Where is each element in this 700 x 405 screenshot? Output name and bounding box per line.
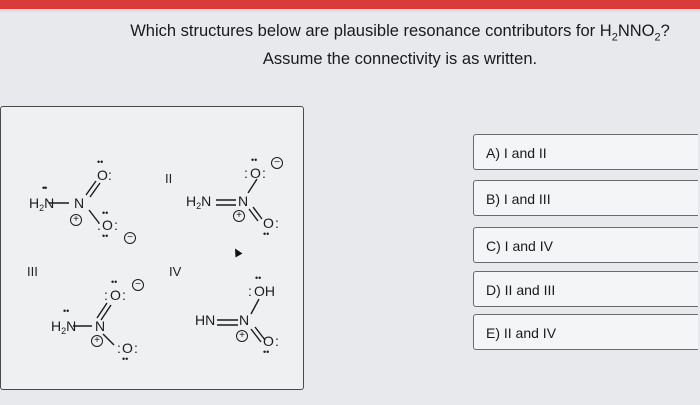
lone-pair: : <box>275 333 279 349</box>
answer-option-a[interactable]: A) I and II <box>473 134 698 170</box>
lone-pair: •• <box>255 273 262 283</box>
question-text <box>120 20 680 70</box>
positive-charge: + <box>233 210 245 222</box>
atom-sub: 2 <box>61 326 67 336</box>
answer-option-c[interactable]: C) I and IV <box>473 227 698 263</box>
negative-charge: − <box>271 157 283 169</box>
bond-line <box>86 181 96 195</box>
structure-label-iii: III <box>27 264 38 279</box>
atom-n: N <box>74 195 85 211</box>
atom-o: O <box>122 340 133 356</box>
positive-charge: + <box>91 335 103 347</box>
atom-sub: 2 <box>39 203 45 213</box>
lone-pair: •• <box>42 183 47 193</box>
lone-pair: •• <box>251 155 258 165</box>
question-text-part: ? <box>660 22 670 40</box>
negative-charge: − <box>124 232 136 244</box>
atom-n: N <box>238 193 249 209</box>
top-bar <box>0 0 700 12</box>
lone-pair: : <box>117 340 121 356</box>
bond-line <box>103 334 114 345</box>
atom-o: O <box>250 165 261 181</box>
lone-pair: : <box>134 340 138 356</box>
structure-label-iv: IV <box>169 264 182 279</box>
question-text-part: Which structures below are plausible resonance contributors for H <box>130 22 612 40</box>
answer-option-b[interactable]: B) I and III <box>473 180 698 216</box>
answer-option-d[interactable]: D) II and III <box>473 271 698 307</box>
question-text-part: NNO <box>617 22 655 40</box>
bond-line <box>97 303 107 318</box>
atom-h2n <box>51 318 76 336</box>
atom-sub: 2 <box>196 201 202 211</box>
structures-panel <box>0 106 304 390</box>
atom-h2n <box>186 193 211 211</box>
bond-line <box>90 183 100 197</box>
question-subscript: 2 <box>611 31 618 44</box>
question-subscript: 2 <box>654 31 661 44</box>
answer-option-e[interactable]: E) II and IV <box>473 314 698 350</box>
atom-o: O <box>263 333 274 349</box>
structure-label-ii: II <box>165 171 173 186</box>
lone-pair: : <box>248 283 252 299</box>
question-line-1 <box>120 20 680 48</box>
bond-line <box>251 329 261 342</box>
atom-n: N <box>66 318 77 334</box>
lone-pair: : <box>108 167 112 183</box>
atom-n: N <box>44 195 55 211</box>
lone-pair: •• <box>63 306 70 316</box>
negative-charge: − <box>132 279 144 291</box>
lone-pair: •• <box>263 347 270 357</box>
lone-pair: : <box>104 287 108 303</box>
atom-o: O <box>263 215 274 231</box>
atom-hn: HN <box>195 312 216 328</box>
lone-pair: : <box>122 287 126 303</box>
atom-o: O <box>102 217 113 233</box>
atom-n: N <box>95 318 106 334</box>
lone-pair: : <box>97 217 101 233</box>
atom-o: O <box>97 167 108 183</box>
lone-pair: •• <box>263 229 270 239</box>
lone-pair: •• <box>102 208 109 218</box>
question-line-2: Assume the connectivity is as written. <box>262 50 538 69</box>
bond-line <box>251 299 259 314</box>
atom-n: N <box>201 193 212 209</box>
atom-h2n <box>29 195 54 213</box>
bond-line <box>248 179 257 193</box>
lone-pair: •• <box>122 354 129 364</box>
positive-charge: + <box>236 330 248 342</box>
atom-n: N <box>239 312 250 328</box>
lone-pair: : <box>262 165 266 181</box>
positive-charge: + <box>70 214 82 226</box>
atom-h: H <box>29 195 40 211</box>
structures-svg <box>1 107 303 389</box>
atom-o: O <box>110 287 121 303</box>
atom-h: H <box>51 318 62 334</box>
atom-oh: OH <box>254 283 275 299</box>
lone-pair: •• <box>102 231 109 241</box>
lone-pair: : <box>114 217 118 233</box>
top-bar-stripe <box>0 9 700 12</box>
lone-pair: •• <box>111 277 118 287</box>
atom-h: H <box>186 193 197 209</box>
lone-pair: : <box>244 165 248 181</box>
lone-pair: •• <box>97 157 104 167</box>
lone-pair: : <box>275 215 279 231</box>
